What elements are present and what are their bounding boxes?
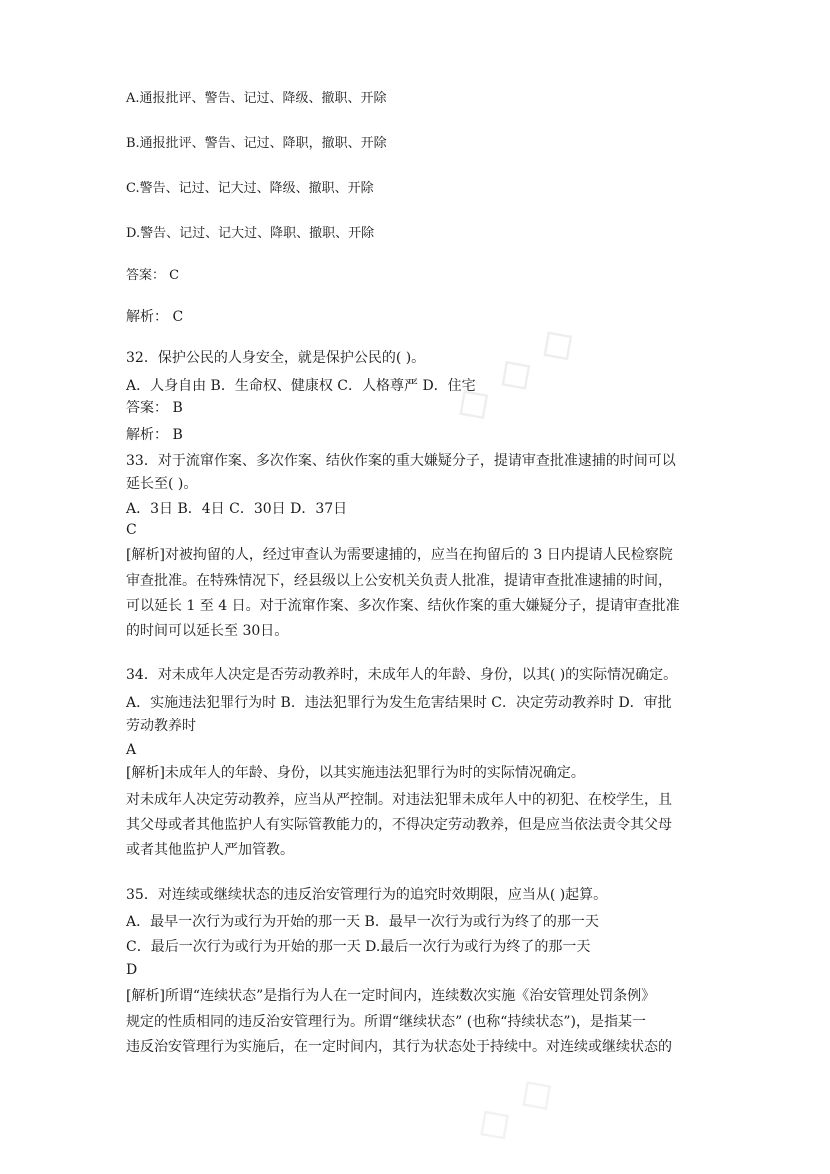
q32-answer: 答案： B: [126, 400, 183, 416]
q34-options-line-2: 劳动教养时: [126, 718, 196, 734]
q31-option-a: A.通报批评、警告、记过、降级、撤职、开除: [126, 91, 387, 106]
q34-analysis-line-3: 其父母或者其他监护人有实际管教能力的，不得决定劳动教养，但是应当依法责令其父母: [126, 817, 672, 833]
q33-analysis-line-1: [解析]对被拘留的人，经过审查认为需要逮捕的，应当在拘留后的 3 日内提请人民检察院: [126, 547, 673, 563]
watermark-bottom: ◇ ◇: [462, 1059, 565, 1155]
q33-question-line-1: 33．对于流窜作案、多次作案、结伙作案的重大嫌疑分子，提请审查批准逮捕的时间可以: [126, 453, 676, 469]
q31-option-d: D.警告、记过、记大过、降职、撤职、开除: [126, 226, 375, 241]
q34-analysis-line-4: 或者其他监护人严加管教。: [126, 842, 294, 858]
watermark: ◇ ◇ ◇: [441, 310, 586, 434]
q32-analysis: 解析： B: [126, 427, 183, 443]
q34-options-line-1: A．实施违法犯罪行为时 B．违法犯罪行为发生危害结果时 C．决定劳动教养时 D．审批: [126, 695, 672, 711]
q35-analysis-line-2: 规定的性质相同的违反治安管理行为。所谓“继续状态” (也称“持续状态”)，是指某一: [126, 1014, 647, 1030]
q33-analysis-line-3: 可以延长 1 至 4 日。对于流窜作案、多次作案、结伙作案的重大嫌疑分子，提请审查批准: [126, 598, 680, 614]
q33-question-line-2: 延长至( )。: [126, 476, 198, 492]
q33-answer: C: [126, 522, 137, 538]
q35-options-line-1: A．最早一次行为或行为开始的那一天 B．最早一次行为或行为终了的那一天: [126, 914, 599, 930]
q34-question: 34．对未成年人决定是否劳动教养时，未成年人的年龄、身份，以其( )的实际情况确定。: [126, 667, 678, 683]
q32-options: A．人身自由 B．生命权、健康权 C．人格尊严 D．住宅: [126, 378, 476, 394]
q35-analysis-line-3: 违反治安管理行为实施后，在一定时间内，其行为状态处于持续中。对连续或继续状态的: [126, 1039, 672, 1055]
q34-answer: A: [126, 742, 137, 758]
q35-analysis-line-1: [解析]所谓“连续状态”是指行为人在一定时间内，连续数次实施《治安管理处罚条例》: [126, 988, 656, 1004]
q33-analysis-line-4: 的时间可以延长至 30日。: [126, 623, 289, 639]
q31-answer: 答案： C: [126, 268, 180, 283]
q33-options: A．3日 B．4日 C．30日 D．37日: [126, 501, 348, 517]
q31-option-b: B.通报批评、警告、记过、降职，撤职、开除: [126, 136, 387, 151]
q34-analysis-line-2: 对未成年人决定劳动教养，应当从严控制。对违法犯罪未成年人中的初犯、在校学生，且: [126, 792, 672, 808]
q32-question: 32．保护公民的人身安全，就是保护公民的( )。: [126, 350, 426, 366]
q34-analysis-line-1: [解析]未成年人的年龄、身份，以其实施违法犯罪行为时的实际情况确定。: [126, 765, 585, 781]
q33-analysis-line-2: 审查批准。在特殊情况下，经县级以上公安机关负责人批准，提请审查批准逮捕的时间，: [126, 573, 672, 589]
q35-answer: D: [126, 962, 138, 978]
q35-question: 35．对连续或继续状态的违反治安管理行为的追究时效期限，应当从( )起算。: [126, 887, 608, 903]
q31-analysis: 解析： C: [126, 309, 184, 325]
q31-option-c: C.警告、记过、记大过、降级、撤职、开除: [126, 181, 374, 196]
q35-options-line-2: C．最后一次行为或行为开始的那一天 D.最后一次行为或行为终了的那一天: [126, 939, 591, 955]
